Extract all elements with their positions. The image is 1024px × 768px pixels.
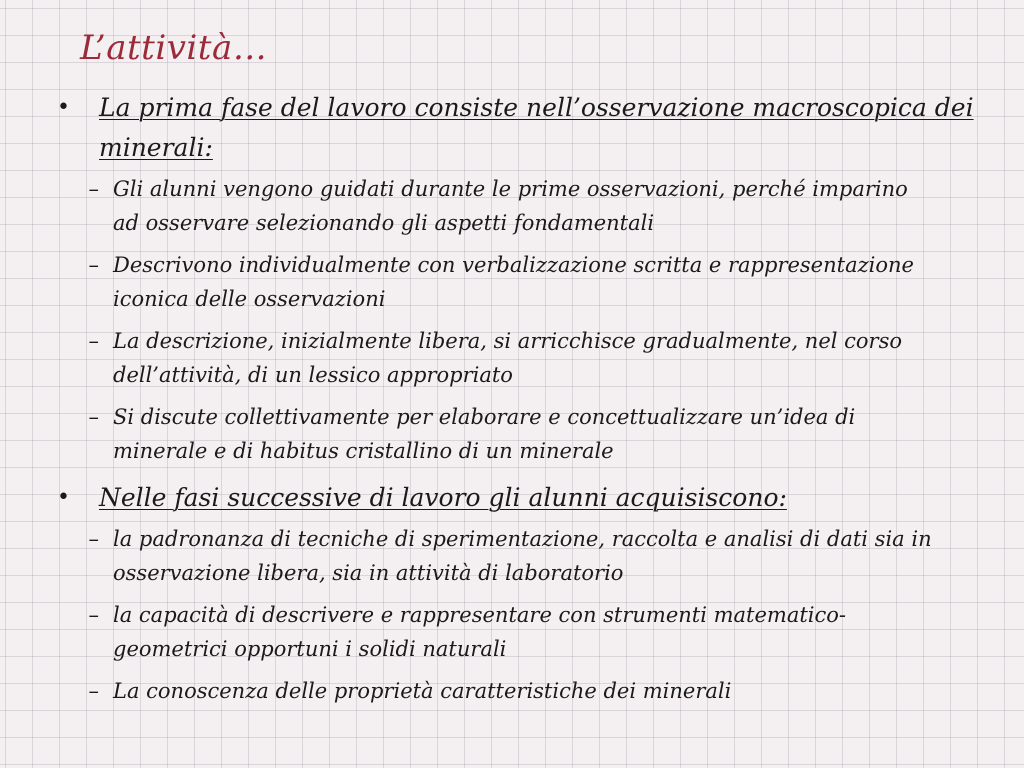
sub-item xyxy=(55,172,975,240)
sub-item xyxy=(55,400,975,468)
bullet-item xyxy=(55,478,975,518)
sub-list xyxy=(55,522,975,708)
bullet-marker: • xyxy=(57,485,70,510)
bullet-item xyxy=(55,88,975,168)
sub-item-text: Descrivono individualmente con verbalizzazione scritta e rappresentazione iconica delle osservazioni xyxy=(113,253,914,311)
sub-item-text: Si discute collettivamente per elaborare e concettualizzare un’idea di minerale e di habitus cristallino di un minerale xyxy=(113,405,856,463)
sub-item-text: La conoscenza delle proprietà caratteristiche dei minerali xyxy=(113,679,732,703)
dash-marker: – xyxy=(88,177,99,201)
sub-item xyxy=(55,674,975,708)
dash-marker: – xyxy=(88,253,99,277)
dash-marker: – xyxy=(88,405,99,429)
bullet-marker: • xyxy=(57,95,70,120)
sub-item xyxy=(55,324,975,392)
dash-marker: – xyxy=(88,603,99,627)
sub-list xyxy=(55,172,975,468)
sub-item-text: la capacità di descrivere e rappresentare con strumenti matematico-geometrici opportuni i solidi naturali xyxy=(113,603,847,661)
bullet-heading: La prima fase del lavoro consiste nell’osservazione macroscopica dei minerali: xyxy=(99,93,974,162)
dash-marker: – xyxy=(88,679,99,703)
slide-content xyxy=(55,86,975,716)
bullet-heading: Nelle fasi successive di lavoro gli alunni acquisiscono: xyxy=(99,483,787,512)
sub-item-text: la padronanza di tecniche di sperimentazione, raccolta e analisi di dati sia in osservazione libera, sia in attività di laboratorio xyxy=(113,527,932,585)
sub-item-text: La descrizione, inizialmente libera, si arricchisce gradualmente, nel corso dell’attività, di un lessico appropriato xyxy=(113,329,903,387)
sub-item xyxy=(55,248,975,316)
sub-item xyxy=(55,522,975,590)
dash-marker: – xyxy=(88,329,99,353)
sub-item-text: Gli alunni vengono guidati durante le prime osservazioni, perché imparino ad osservare selezionando gli aspetti fondamentali xyxy=(113,177,908,235)
dash-marker: – xyxy=(88,527,99,551)
sub-item xyxy=(55,598,975,666)
slide-title: L’attività… xyxy=(80,28,268,68)
